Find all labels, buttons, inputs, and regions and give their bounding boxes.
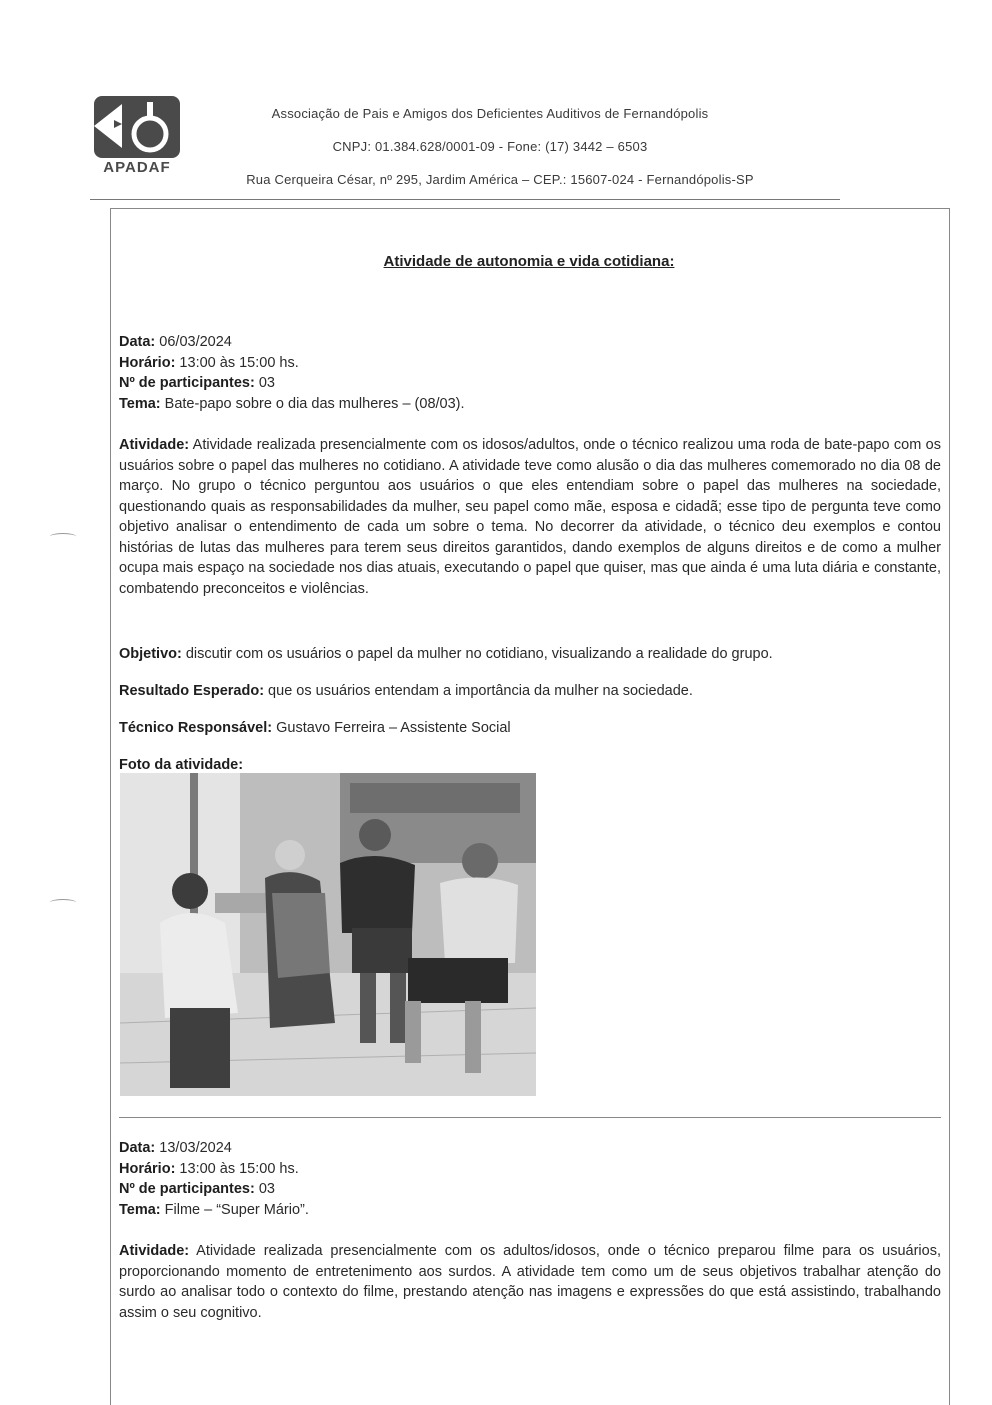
activity-text: Atividade realizada presencialmente com os idosos/adultos, onde o técnico realizou uma roda de bate-papo com os usuários sobre o papel das mulheres no cotidiano. A atividade teve como alusão o dia das mulheres comemorado no dia 08 de março. No grupo o técnico perguntou aos usuários o que eles entendiam sobre o papel das mulheres na sociedade, questionando quais as responsabilidades da mulher, seu papel como mãe, esposa e cidadã; esse tipo de pergunta teve como objetivo analisar o entendimento de cada um sobre o tema. No decorrer da atividade, o técnico deu exemplos e contou histórias de lutas das mulheres para terem seus direitos garantidos, dando exemplos de alguns direitos e de como a mulher ocupa mais espaço na sociedade nos dias atuais, executando o papel que quiser, mas que ainda é uma luta diária e constante, combatendo preconceitos e violências. (119, 437, 941, 597)
header-divider (90, 199, 840, 200)
page-title: Atividade de autonomia e vida cotidiana: (383, 253, 675, 270)
record-separator (119, 1117, 941, 1118)
date-value: 13/03/2024 (155, 1140, 232, 1156)
theme-row (119, 394, 941, 415)
theme-row (119, 1200, 941, 1221)
participants-label: Nº de participantes: (119, 1181, 255, 1197)
theme-value: Bate-papo sobre o dia das mulheres – (08/03). (160, 395, 465, 412)
participants-label: Nº de participantes: (119, 375, 255, 391)
objective-label: Objetivo: (119, 646, 182, 662)
address-line: Rua Cerqueira César, nº 295, Jardim América – CEP.: 15607-024 - Fernandópolis-SP (246, 172, 754, 187)
date-label: Data: (119, 334, 156, 350)
responsible-text: Gustavo Ferreira – Assistente Social (272, 720, 511, 736)
punch-hole-mark (50, 899, 76, 906)
participants-row (119, 373, 941, 394)
time-value: 13:00 às 15:00 hs. (175, 354, 299, 371)
responsible-label: Técnico Responsável: (119, 720, 273, 736)
punch-hole-mark (50, 533, 76, 540)
activity-text: Atividade realizada presencialmente com os adultos/idosos, onde o técnico preparou filme para os usuários, proporcionando momento de entretenimento aos surdos. A atividade tem como um de seus objetivos trabalhar atenção do surdo ao analisar todo o contexto do filme, prestando atenção nas imagens e expressões do que está assistindo, trabalhando assim o seu cognitivo. (119, 1243, 941, 1321)
expected-result-label: Resultado Esperado: (119, 683, 265, 699)
date-row (119, 332, 941, 353)
time-row (119, 1159, 941, 1180)
date-row (119, 1138, 941, 1159)
theme-value: Filme – “Super Mário”. (160, 1201, 309, 1218)
record-2-activity (119, 1241, 941, 1323)
record-2-meta (119, 1138, 941, 1220)
activity-label: Atividade: (119, 1243, 190, 1259)
activity-label: Atividade: (119, 437, 190, 453)
participants-value: 03 (254, 375, 275, 391)
date-value: 06/03/2024 (155, 334, 232, 350)
objective-text: discutir com os usuários o papel da mulher no cotidiano, visualizando a realidade do grupo. (181, 646, 773, 662)
photo-label: Foto da atividade: (119, 757, 244, 773)
date-label: Data: (119, 1140, 156, 1156)
org-name: Associação de Pais e Amigos dos Deficientes Auditivos de Fernandópolis (271, 106, 709, 121)
logo-text: APADAF (103, 159, 171, 176)
record-1-activity (119, 435, 941, 599)
time-value: 13:00 às 15:00 hs. (175, 1160, 299, 1177)
time-label: Horário: (119, 354, 176, 371)
participants-row (119, 1179, 941, 1200)
record-1-responsible (119, 718, 941, 739)
time-label: Horário: (119, 1160, 176, 1177)
theme-label: Tema: (119, 1201, 161, 1218)
record-1-meta (119, 332, 941, 414)
theme-label: Tema: (119, 395, 161, 412)
time-row (119, 353, 941, 374)
record-1-expected-result (119, 681, 941, 702)
record-1-objective (119, 644, 941, 665)
activity-photo (120, 773, 536, 1096)
cnpj-phone-line: CNPJ: 01.384.628/0001-09 - Fone: (17) 3442 – 6503 (332, 139, 648, 154)
participants-value: 03 (254, 1181, 275, 1197)
expected-result-text: que os usuários entendam a importância da mulher na sociedade. (264, 683, 693, 699)
